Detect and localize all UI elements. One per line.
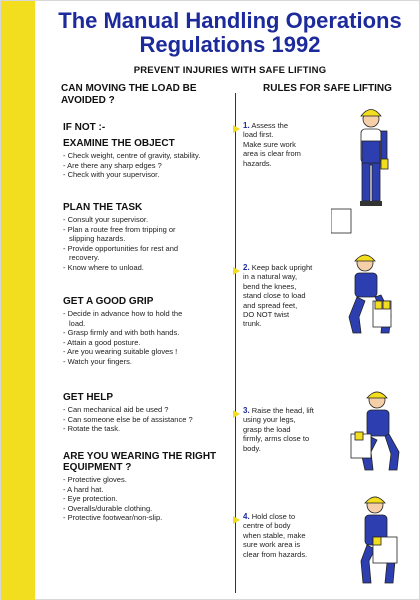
rule-1 <box>243 121 329 168</box>
rule-marker-icon <box>233 410 240 418</box>
rule-line: centre of body <box>243 521 291 531</box>
rule-line: using your legs, <box>243 415 296 425</box>
rule-line: hazards. <box>243 158 272 168</box>
list-item: - Attain a good posture. <box>63 337 141 347</box>
rule-line: and spread feet, <box>243 300 298 310</box>
list-item: recovery. <box>69 253 100 263</box>
yellow-side-bar <box>1 1 35 600</box>
arrow-icon <box>37 453 55 467</box>
if-not-label: IF NOT :- <box>63 122 106 133</box>
rule-number: 2. <box>243 263 250 272</box>
section-heading: GET A GOOD GRIP <box>63 296 154 307</box>
rule-line: stand close to load <box>243 291 306 301</box>
list-item: - Are you wearing suitable gloves ! <box>63 347 178 357</box>
rule-line: DO NOT twist <box>243 310 290 320</box>
left-column-heading: CAN MOVING THE LOAD BE AVOIDED ? <box>61 83 197 106</box>
rule-4 <box>243 512 329 559</box>
list-item: - Overalls/durable clothing. <box>63 503 153 513</box>
rule-line: clear from hazards. <box>243 549 308 559</box>
section-heading: PLAN THE TASK <box>63 202 143 213</box>
list-item: - Protective gloves. <box>63 475 127 484</box>
section-heading: EXAMINE THE OBJECT <box>63 138 175 149</box>
rule-line: body. <box>243 443 261 453</box>
rule-line: Make sure work <box>243 139 296 149</box>
section-good-grip <box>63 296 235 367</box>
list-item: slipping hazards. <box>69 234 126 244</box>
section-heading: ARE YOU WEARING THE RIGHT EQUIPMENT ? <box>63 451 217 473</box>
arrow-icon <box>37 392 55 406</box>
rule-number: 4. <box>243 512 250 521</box>
section-heading: GET HELP <box>63 392 114 403</box>
rule-line: area is clear from <box>243 149 301 159</box>
rule-line: when stable, make <box>243 530 306 540</box>
list-item: - Are there any sharp edges ? <box>63 160 162 170</box>
rule-number: 1. <box>243 121 250 130</box>
list-item: - Eye protection. <box>63 494 118 504</box>
rule-text <box>243 121 329 168</box>
worker-carrying-load-illustration <box>331 491 411 591</box>
rule-line: bend the knees, <box>243 281 297 291</box>
rule-line: trunk. <box>243 319 262 329</box>
list-item: - Can someone else be of assistance ? <box>63 414 193 424</box>
rule-line: sure work area is <box>243 540 301 550</box>
rule-line: Raise the head, lift <box>251 406 314 415</box>
arrow-icon <box>37 202 55 216</box>
rule-2 <box>243 263 329 329</box>
rule-number: 3. <box>243 406 250 415</box>
rule-line: Hold close to <box>251 512 296 521</box>
list-item: load. <box>69 318 86 328</box>
rule-3 <box>243 406 329 453</box>
subtitle: PREVENT INJURIES WITH SAFE LIFTING <box>133 65 327 76</box>
list-item: - Can mechanical aid be used ? <box>63 405 169 414</box>
rule-line: Assess the <box>251 121 289 130</box>
section-examine-object <box>63 138 235 180</box>
rule-marker-icon <box>233 125 240 133</box>
list-item: - Decide in advance how to hold the <box>63 309 183 318</box>
rule-text <box>243 263 329 329</box>
title-line-1: The Manual Handling Operations <box>58 8 402 33</box>
arrow-icon <box>37 297 55 311</box>
list-item: - Watch your fingers. <box>63 356 132 366</box>
rule-text <box>243 406 329 453</box>
poster-title <box>41 9 419 57</box>
list-item: - Grasp firmly and with both hands. <box>63 328 180 338</box>
right-column-heading: RULES FOR SAFE LIFTING <box>263 83 392 94</box>
worker-lifting-load-illustration <box>331 386 411 476</box>
list-item: - Rotate the task. <box>63 424 121 434</box>
worker-bending-knees-illustration <box>331 249 411 339</box>
rule-line: grasp the load <box>243 424 291 434</box>
rule-marker-icon <box>233 267 240 275</box>
section-get-help <box>63 392 235 434</box>
list-item: - Protective footwear/non-slip. <box>63 513 163 523</box>
title-line-2: Regulations 1992 <box>139 32 321 57</box>
rule-line: load first. <box>243 130 274 140</box>
worker-assessing-load-illustration <box>331 101 411 241</box>
rule-marker-icon <box>233 516 240 524</box>
rule-line: Keep back upright <box>251 263 313 272</box>
list-item: - Check with your supervisor. <box>63 170 160 180</box>
rule-line: firmly, arms close to <box>243 434 310 444</box>
list-item: - Know where to unload. <box>63 262 144 272</box>
list-item: - Consult your supervisor. <box>63 215 149 224</box>
rule-text <box>243 512 329 559</box>
list-item: - Check weight, centre of gravity, stability. <box>63 151 201 160</box>
section-right-equipment <box>63 451 235 523</box>
arrow-icon <box>37 143 55 157</box>
rule-line: in a natural way, <box>243 272 298 282</box>
list-item: - Plan a route free from tripping or <box>63 224 176 234</box>
list-item: - A hard hat. <box>63 484 104 494</box>
list-item: - Provide opportunities for rest and <box>63 243 179 253</box>
section-plan-task <box>63 202 235 273</box>
